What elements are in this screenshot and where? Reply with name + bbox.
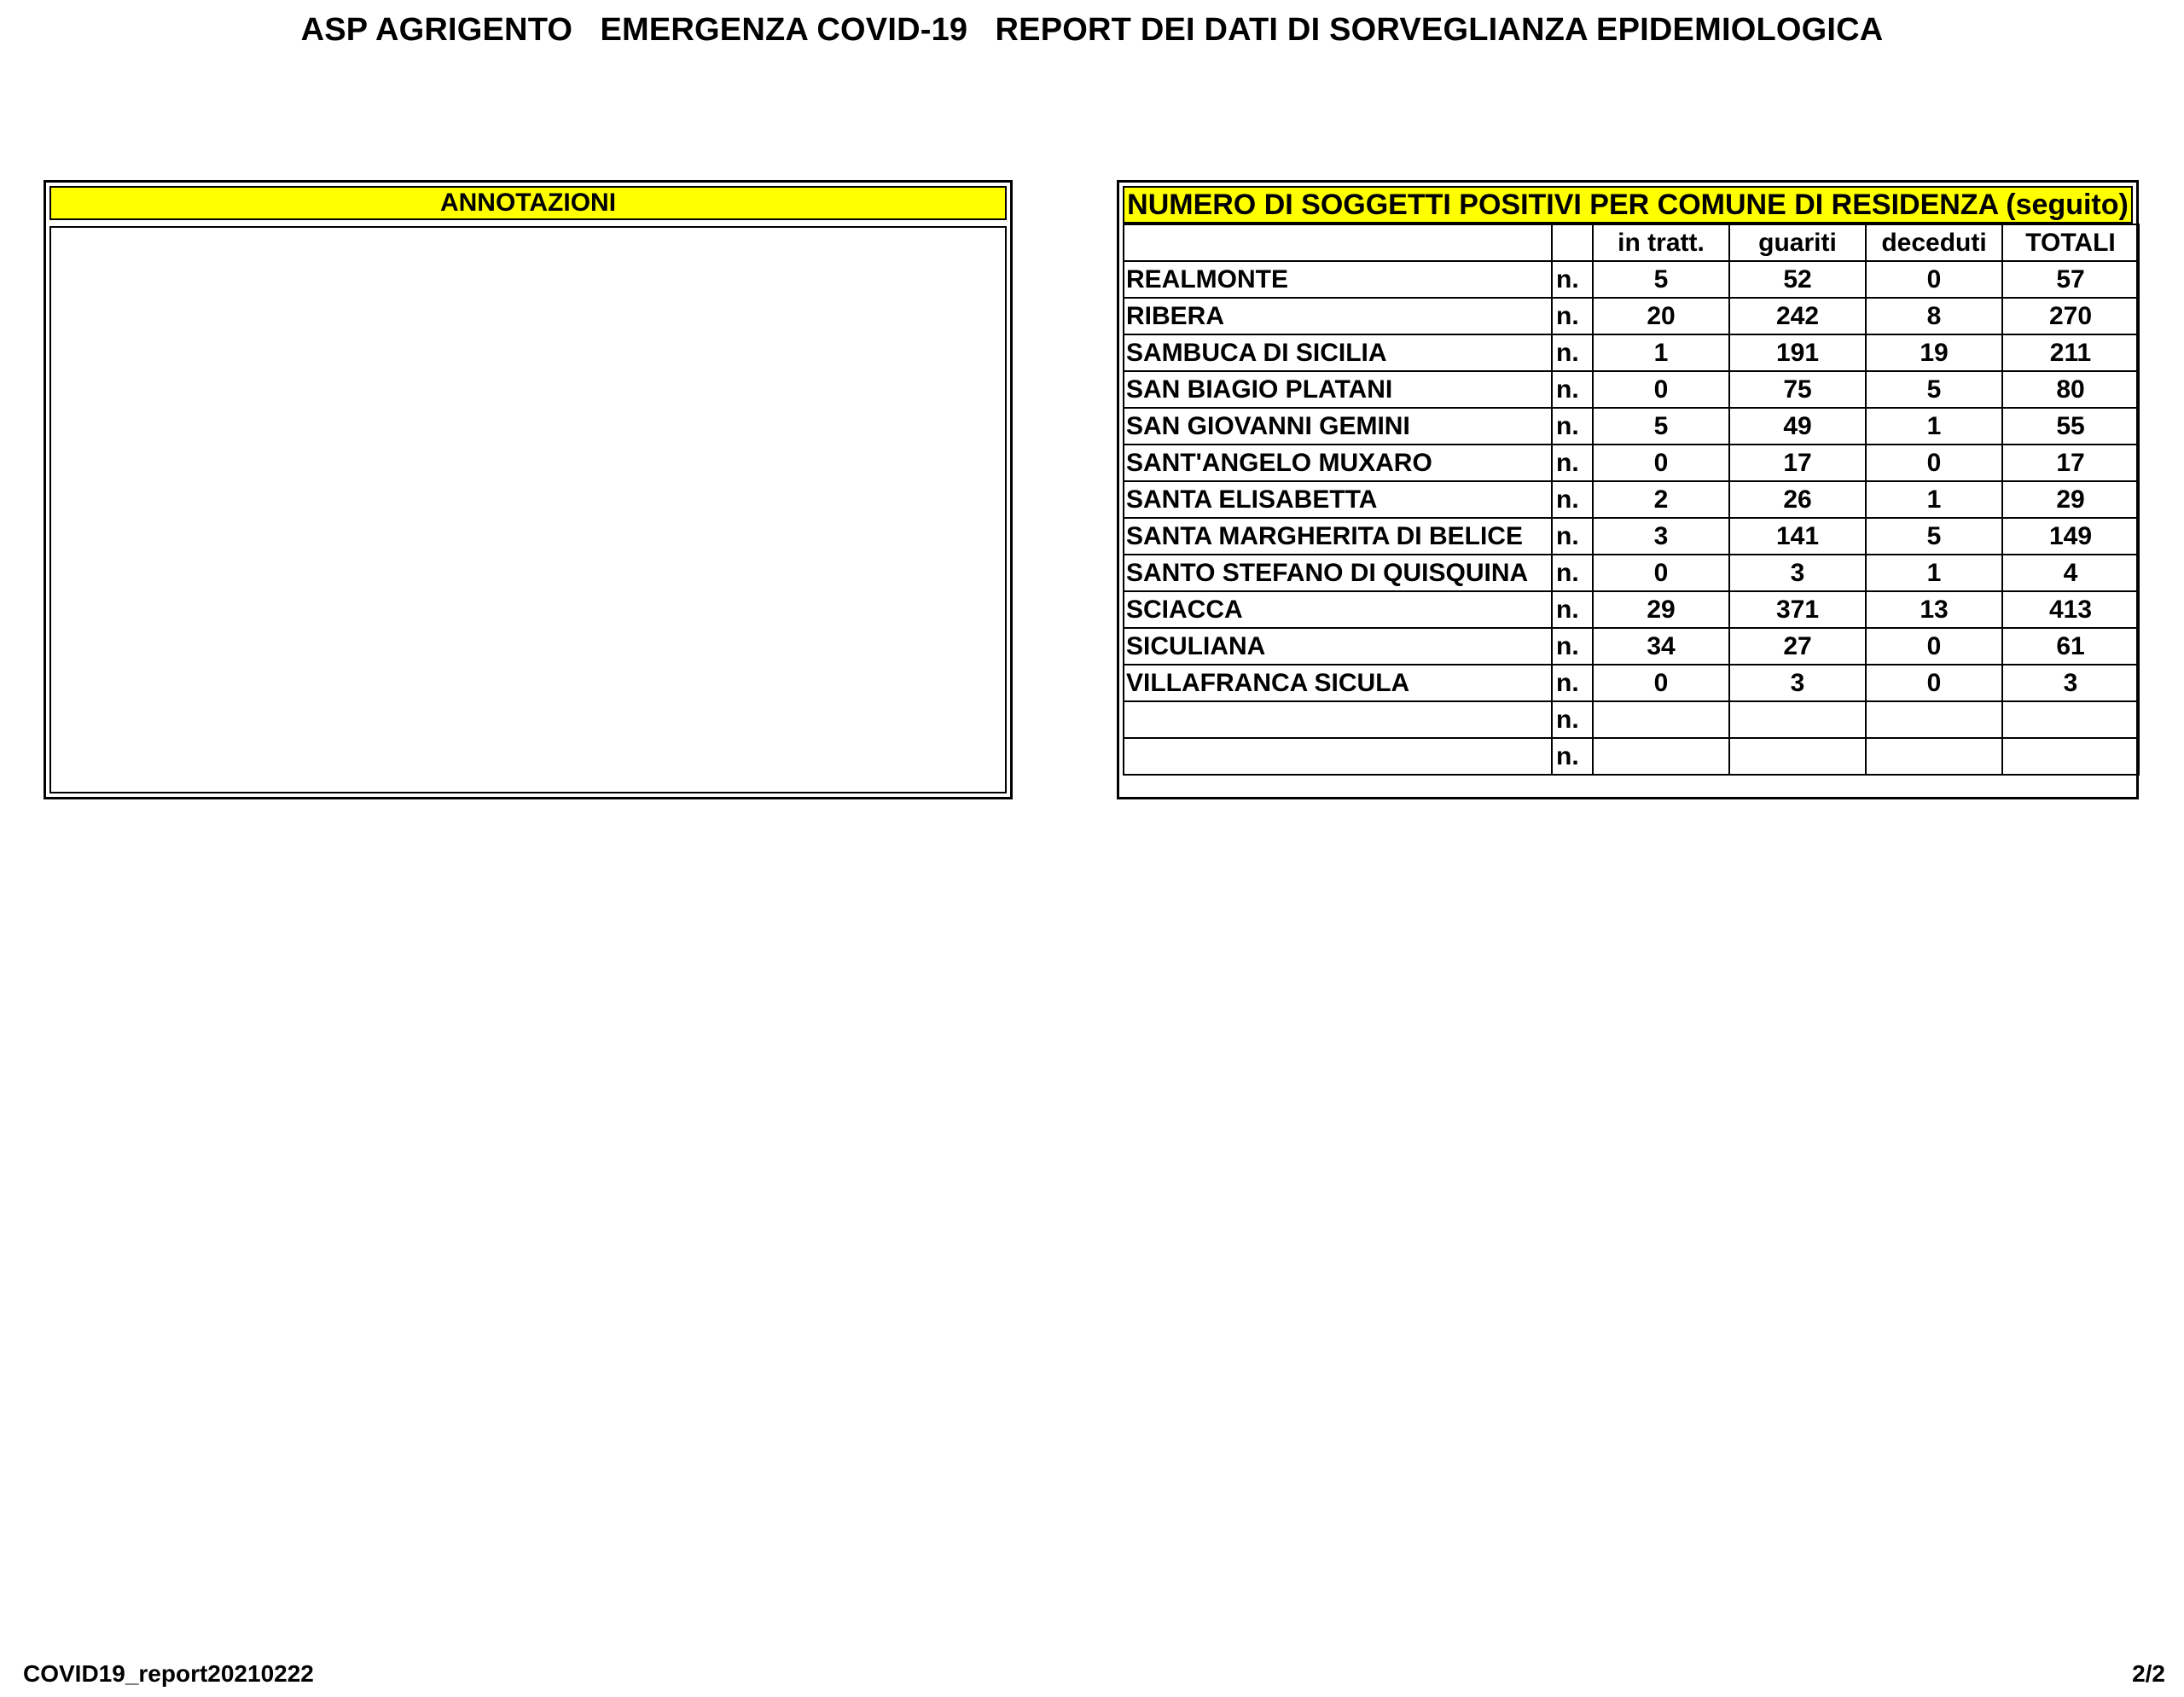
cell-totali: 17: [2002, 445, 2139, 481]
cell-comune: [1124, 738, 1552, 775]
cell-unit: n.: [1552, 298, 1593, 334]
cell-comune: REALMONTE: [1124, 261, 1552, 298]
cell-comune: SAMBUCA DI SICILIA: [1124, 334, 1552, 371]
table-row: [1124, 261, 2139, 298]
table-row: [1124, 445, 2139, 481]
cell-deceduti: 5: [1866, 371, 2002, 408]
cell-deceduti: 0: [1866, 628, 2002, 665]
cell-guariti: 27: [1729, 628, 1866, 665]
cell-totali: 80: [2002, 371, 2139, 408]
table-row: [1124, 665, 2139, 701]
table-row: [1124, 371, 2139, 408]
cell-in-tratt: [1593, 738, 1729, 775]
cell-deceduti: 13: [1866, 591, 2002, 628]
cell-guariti: 141: [1729, 518, 1866, 555]
page-title: ASP AGRIGENTO EMERGENZA COVID-19 REPORT DEI DATI DI SORVEGLIANZA EPIDEMIOLOGICA: [300, 12, 1884, 48]
cell-in-tratt: [1593, 701, 1729, 738]
cell-guariti: 17: [1729, 445, 1866, 481]
cell-totali: 61: [2002, 628, 2139, 665]
cell-totali: 55: [2002, 408, 2139, 445]
cell-deceduti: [1866, 701, 2002, 738]
table-row: [1124, 555, 2139, 591]
cell-comune: [1124, 701, 1552, 738]
table-row: [1124, 298, 2139, 334]
table-row: [1124, 481, 2139, 518]
cell-comune: SAN BIAGIO PLATANI: [1124, 371, 1552, 408]
cell-guariti: 242: [1729, 298, 1866, 334]
cell-unit: n.: [1552, 738, 1593, 775]
cell-deceduti: 1: [1866, 481, 2002, 518]
cell-unit: n.: [1552, 665, 1593, 701]
cell-unit: n.: [1552, 408, 1593, 445]
cell-unit: n.: [1552, 591, 1593, 628]
cell-comune: RIBERA: [1124, 298, 1552, 334]
cell-guariti: 75: [1729, 371, 1866, 408]
annotations-panel: [44, 180, 1013, 799]
cell-totali: 270: [2002, 298, 2139, 334]
column-header-row: [1124, 224, 2139, 261]
cell-in-tratt: 34: [1593, 628, 1729, 665]
cell-guariti: 49: [1729, 408, 1866, 445]
cell-unit: n.: [1552, 371, 1593, 408]
cell-unit: n.: [1552, 518, 1593, 555]
cell-comune: SAN GIOVANNI GEMINI: [1124, 408, 1552, 445]
cell-comune: VILLAFRANCA SICULA: [1124, 665, 1552, 701]
annotations-body: [49, 226, 1007, 793]
positives-table-panel: [1117, 180, 2139, 799]
cell-deceduti: 0: [1866, 445, 2002, 481]
cell-unit: n.: [1552, 701, 1593, 738]
cell-totali: 57: [2002, 261, 2139, 298]
column-header-in-tratt: in tratt.: [1593, 224, 1729, 261]
cell-totali: 3: [2002, 665, 2139, 701]
cell-in-tratt: 5: [1593, 261, 1729, 298]
cell-guariti: 371: [1729, 591, 1866, 628]
cell-in-tratt: 29: [1593, 591, 1729, 628]
cell-totali: [2002, 738, 2139, 775]
cell-in-tratt: 1: [1593, 334, 1729, 371]
cell-guariti: 26: [1729, 481, 1866, 518]
cell-deceduti: 0: [1866, 261, 2002, 298]
cell-in-tratt: 0: [1593, 445, 1729, 481]
table-row: [1124, 738, 2139, 775]
column-header-comune: [1124, 224, 1552, 261]
cell-comune: SANTO STEFANO DI QUISQUINA: [1124, 555, 1552, 591]
cell-totali: 413: [2002, 591, 2139, 628]
column-header-guariti: guariti: [1729, 224, 1866, 261]
table-row: [1124, 334, 2139, 371]
table-row: [1124, 591, 2139, 628]
cell-in-tratt: 2: [1593, 481, 1729, 518]
cell-totali: 4: [2002, 555, 2139, 591]
cell-comune: SANT'ANGELO MUXARO: [1124, 445, 1552, 481]
cell-deceduti: 1: [1866, 408, 2002, 445]
cell-unit: n.: [1552, 555, 1593, 591]
cell-guariti: 3: [1729, 555, 1866, 591]
cell-totali: 29: [2002, 481, 2139, 518]
cell-comune: SANTA MARGHERITA DI BELICE: [1124, 518, 1552, 555]
cell-comune: SICULIANA: [1124, 628, 1552, 665]
cell-in-tratt: 0: [1593, 665, 1729, 701]
cell-unit: n.: [1552, 261, 1593, 298]
cell-guariti: [1729, 701, 1866, 738]
cell-guariti: 3: [1729, 665, 1866, 701]
cell-deceduti: [1866, 738, 2002, 775]
cell-guariti: 52: [1729, 261, 1866, 298]
cell-totali: 149: [2002, 518, 2139, 555]
report-id: COVID19_report20210222: [23, 1660, 314, 1687]
cell-totali: [2002, 701, 2139, 738]
positives-table-title: NUMERO DI SOGGETTI POSITIVI PER COMUNE DI RESIDENZA (seguito): [1123, 186, 2133, 224]
page-number: 2/2: [2132, 1660, 2165, 1687]
cell-guariti: [1729, 738, 1866, 775]
annotations-header: ANNOTAZIONI: [49, 186, 1007, 220]
cell-unit: n.: [1552, 481, 1593, 518]
cell-in-tratt: 20: [1593, 298, 1729, 334]
cell-deceduti: 1: [1866, 555, 2002, 591]
cell-comune: SANTA ELISABETTA: [1124, 481, 1552, 518]
cell-totali: 211: [2002, 334, 2139, 371]
cell-in-tratt: 0: [1593, 555, 1729, 591]
cell-deceduti: 8: [1866, 298, 2002, 334]
table-row: [1124, 628, 2139, 665]
cell-in-tratt: 3: [1593, 518, 1729, 555]
table-row: [1124, 518, 2139, 555]
cell-in-tratt: 5: [1593, 408, 1729, 445]
cell-comune: SCIACCA: [1124, 591, 1552, 628]
cell-deceduti: 5: [1866, 518, 2002, 555]
column-header-totali: TOTALI: [2002, 224, 2139, 261]
cell-in-tratt: 0: [1593, 371, 1729, 408]
column-header-unit: [1552, 224, 1593, 261]
cell-guariti: 191: [1729, 334, 1866, 371]
table-row: [1124, 408, 2139, 445]
cell-unit: n.: [1552, 445, 1593, 481]
column-header-deceduti: deceduti: [1866, 224, 2002, 261]
table-row: [1124, 701, 2139, 738]
cell-deceduti: 19: [1866, 334, 2002, 371]
cell-deceduti: 0: [1866, 665, 2002, 701]
cell-unit: n.: [1552, 628, 1593, 665]
positives-table: [1123, 224, 2140, 776]
cell-unit: n.: [1552, 334, 1593, 371]
